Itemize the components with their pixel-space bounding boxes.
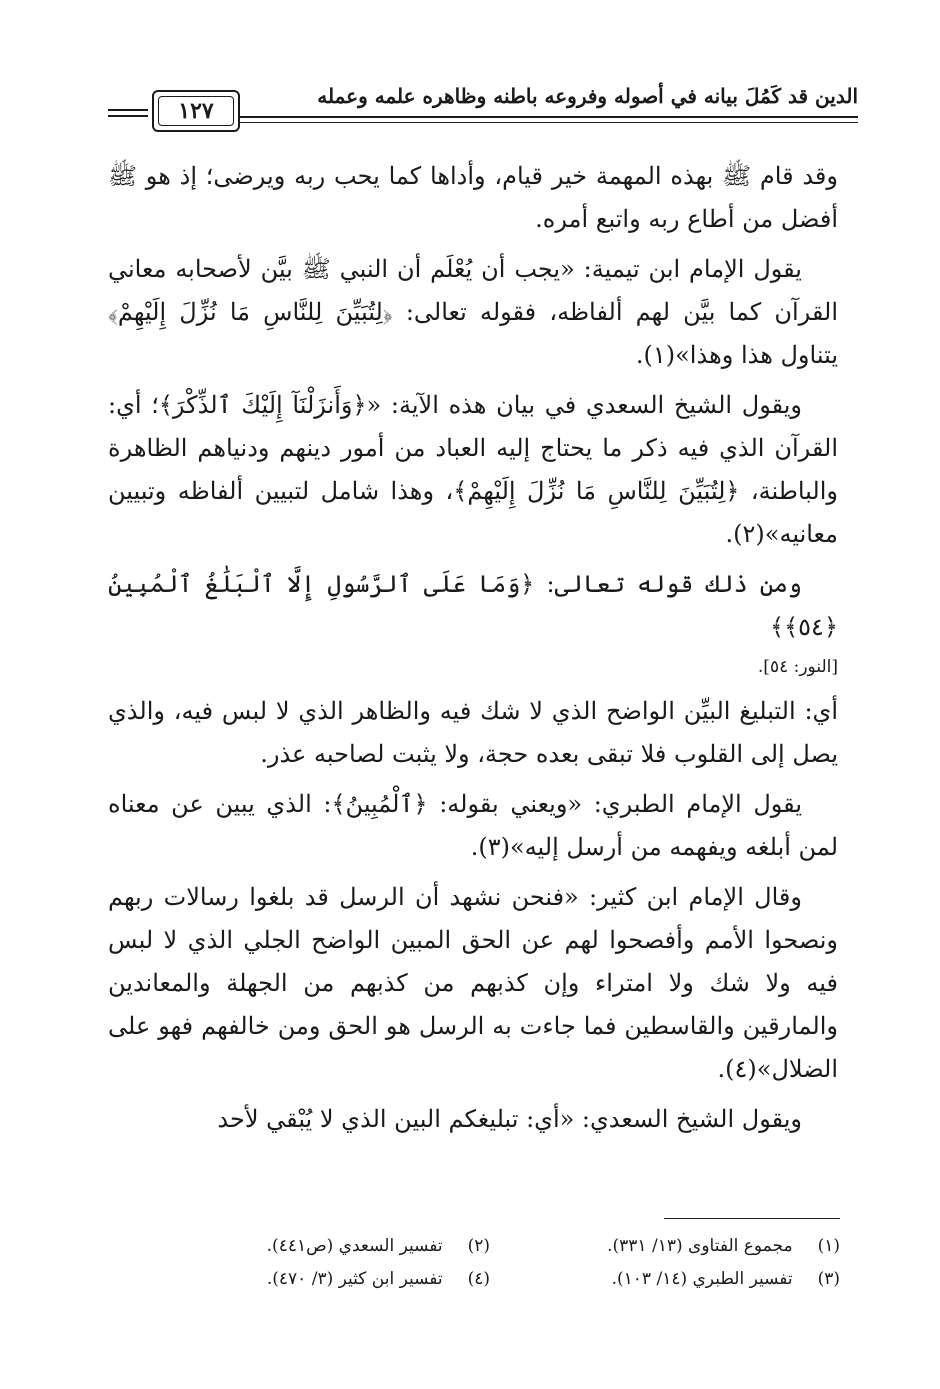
paragraph: وقد قام ﷺ بهذه المهمة خير قيام، وأداها كما يحب ربه ويرضى؛ إذ هو ﷺ أفضل من أطاع ربه واتبع أمره. (108, 162, 838, 233)
footnote-number: (١) (817, 1236, 840, 1256)
running-title: الدين قد كَمُلَ بيانه في أصوله وفروعه باطنه وظاهره علمه وعمله (317, 84, 858, 108)
quran-reference: [النور: ٥٤]. (757, 657, 838, 677)
footnote-number: (٤) (467, 1269, 490, 1289)
paragraph: ومن ذلك قوله تعالى: ﴿وَمَا عَلَى ٱلرَّسُولِ إِلَّا ٱلْبَلَٰغُ ٱلْمُبِينُ ﴿٥٤﴾﴾ (108, 570, 838, 641)
header-rule-thin (240, 122, 858, 123)
footnote-2 (160, 1230, 490, 1263)
paragraph: ويقول الشيخ السعدي في بيان هذه الآية: «﴿وَأَنزَلْنَآ إِلَيْكَ ٱلذِّكْرَ﴾؛ أي: القرآن الذي فيه ذكر ما يحتاج إليه العباد من أمور دينهم ودنياهم الظاهرة والباطنة، ﴿لِتُبَيِّنَ لِلنَّاسِ مَا نُزِّلَ إِلَيْهِمْ﴾، وهذا شامل لتبيين ألفاظه وتبيين معانيه»(٢). (108, 391, 838, 548)
paragraph: يقول الإمام الطبري: «ويعني بقوله: ﴿ٱلْمُبِينُ﴾: الذي يبين عن معناه لمن أبلغه ويفهمه من أرسل إليه»(٣). (108, 790, 838, 861)
footnote-number: (٢) (467, 1236, 490, 1256)
footnote-3 (510, 1263, 840, 1296)
paragraph: أي: التبليغ البيِّن الواضح الذي لا شك فيه والظاهر الذي لا لبس فيه، والذي يصل إلى القلوب فلا تبقى بعده حجة، ولا يثبت لصاحبه عذر. (108, 697, 838, 768)
header-rule-left (108, 109, 148, 111)
footnote-separator (664, 1218, 840, 1219)
footnotes (160, 1230, 840, 1296)
page-number-frame (152, 90, 240, 132)
footnote-number: (٣) (817, 1269, 840, 1289)
paragraph: وقال الإمام ابن كثير: «فنحن نشهد أن الرسل قد بلغوا رسالات ربهم ونصحوا الأمم وأفصحوا لهم عن الحق المبين الواضح الجلي الذي لا لبس فيه ولا شك ولا امتراء وإن كذبهم من كذبهم من الجهلة والمعاندين والمارقين والقاسطين فما جاءت به الرسل هو الحق ومن خالفهم فهو على الضلال»(٤). (108, 883, 838, 1083)
paragraph: ويقول الشيخ السعدي: «أي: تبليغكم البين الذي لا يُبْقي لأحد (217, 1105, 802, 1133)
header-rule-left-second (108, 115, 148, 117)
paragraph: يقول الإمام ابن تيمية: «يجب أن يُعْلَم أن النبي ﷺ بيَّن لأصحابه معاني القرآن كما بيَّن لهم ألفاظه، فقوله تعالى: ﴿لِتُبَيِّنَ لِلنَّاسِ مَا نُزِّلَ إِلَيْهِمْ﴾ يتناول هذا وهذا»(١). (108, 255, 838, 369)
main-text (108, 155, 838, 1148)
footnote-text: مجموع الفتاوى (١٣/ ٣٣١). (607, 1236, 793, 1256)
footnote-text: تفسير الطبري (١٤/ ١٠٣). (611, 1269, 793, 1289)
page-number: ١٢٧ (178, 98, 214, 124)
footnote-text: تفسير السعدي (ص٤٤١). (266, 1236, 443, 1256)
footnote-1 (510, 1230, 840, 1263)
footnote-text: تفسير ابن كثير (٣/ ٤٧٠). (266, 1269, 443, 1289)
header-rule (240, 116, 858, 118)
footnote-4 (160, 1263, 490, 1296)
page-header (108, 76, 858, 132)
